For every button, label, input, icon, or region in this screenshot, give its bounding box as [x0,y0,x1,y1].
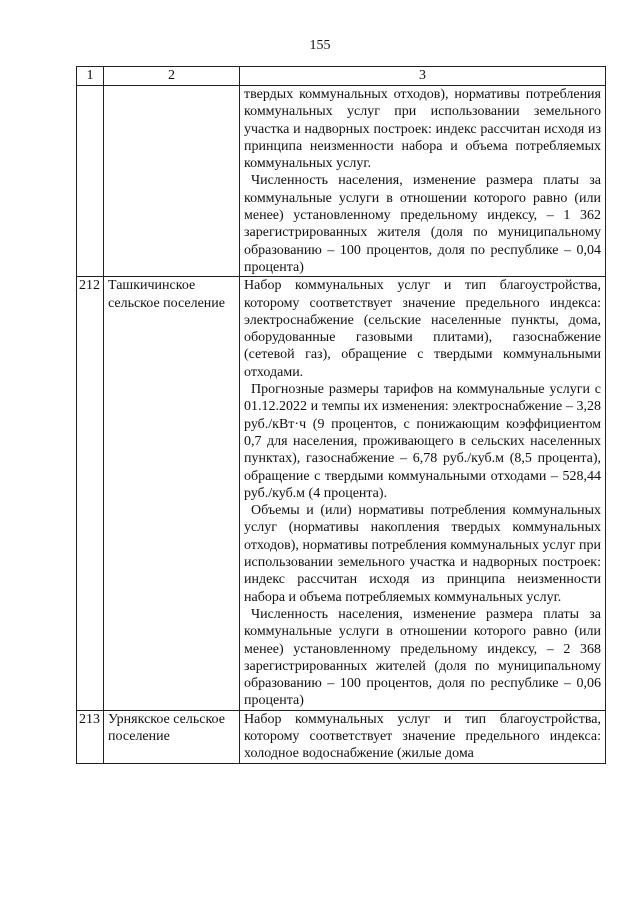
settlement-name [104,86,240,277]
paragraph: Набор коммунальных услуг и тип благоустройства, которому соответствует значение предельного индекса: электроснабжение (сельские населенные пункты, дома, оборудованные газовыми плитами), газоснабжение (сетевой газ), обращение с твердыми коммунальными отходами. [244,278,601,380]
row-description [240,277,606,710]
paragraph: Набор коммунальных услуг и тип благоустройства, которому соответствует значение предельного индекса: холодное водоснабжение (жилые дома [244,711,601,762]
settlement-name: Ташкичинское сельское поселение [104,277,240,710]
paragraph: Численность населения, изменение размера платы за коммунальные услуги в отношении которого равно (или менее) установленному предельному индексу, – 2 368 зарегистрированных жителей (доля по муниципальному образованию – 100 процентов, доля по республике – 0,06 процента) [244,606,601,709]
row-number: 212 [77,277,104,710]
paragraph: Объемы и (или) нормативы потребления коммунальных услуг (нормативы накопления твердых коммунальных отходов), нормативы потребления коммунальных услуг при использовании земельного участка и надворных построек: индекс рассчитан исходя из принципа неизменности набора и объема потребляемых коммунальных услуг. [244,503,601,605]
row-number: 213 [77,710,104,763]
header-col-2: 2 [104,67,240,86]
header-col-3: 3 [240,67,606,86]
row-description [240,710,606,763]
paragraph: Прогнозные размеры тарифов на коммунальные услуги с 01.12.2022 и темпы их изменения: электроснабжение – 3,28 руб./кВт·ч (9 процентов, с понижающим коэффициентом 0,7 для населения, проживающего в сельских населенных пунктах), газоснабжение – 6,78 руб./куб.м (8,5 процента), обращение с твердыми коммунальными отходами – 528,44 руб./куб.м (4 процента). [244,382,601,501]
row-number [77,86,104,277]
paragraph: Численность населения, изменение размера платы за коммунальные услуги в отношении которого равно (или менее) установленному предельному индексу, – 1 362 зарегистрированных жителя (доля по муниципальному образованию – 100 процентов, доля по республике – 0,04 процента) [244,173,601,275]
paragraph: твердых коммунальных отходов), нормативы потребления коммунальных услуг при использовании земельного участка и надворных построек: индекс рассчитан исходя из принципа неизменности набора и объема потребляемых коммунальных услуг. [244,87,601,172]
header-col-1: 1 [77,67,104,86]
table-row [77,277,606,710]
table-row [77,86,606,277]
table-row [77,710,606,763]
table-header-row [77,67,606,86]
settlement-name: Урнякское сельское поселение [104,710,240,763]
row-description [240,86,606,277]
tariff-table [76,66,606,764]
page-number: 155 [309,38,331,53]
